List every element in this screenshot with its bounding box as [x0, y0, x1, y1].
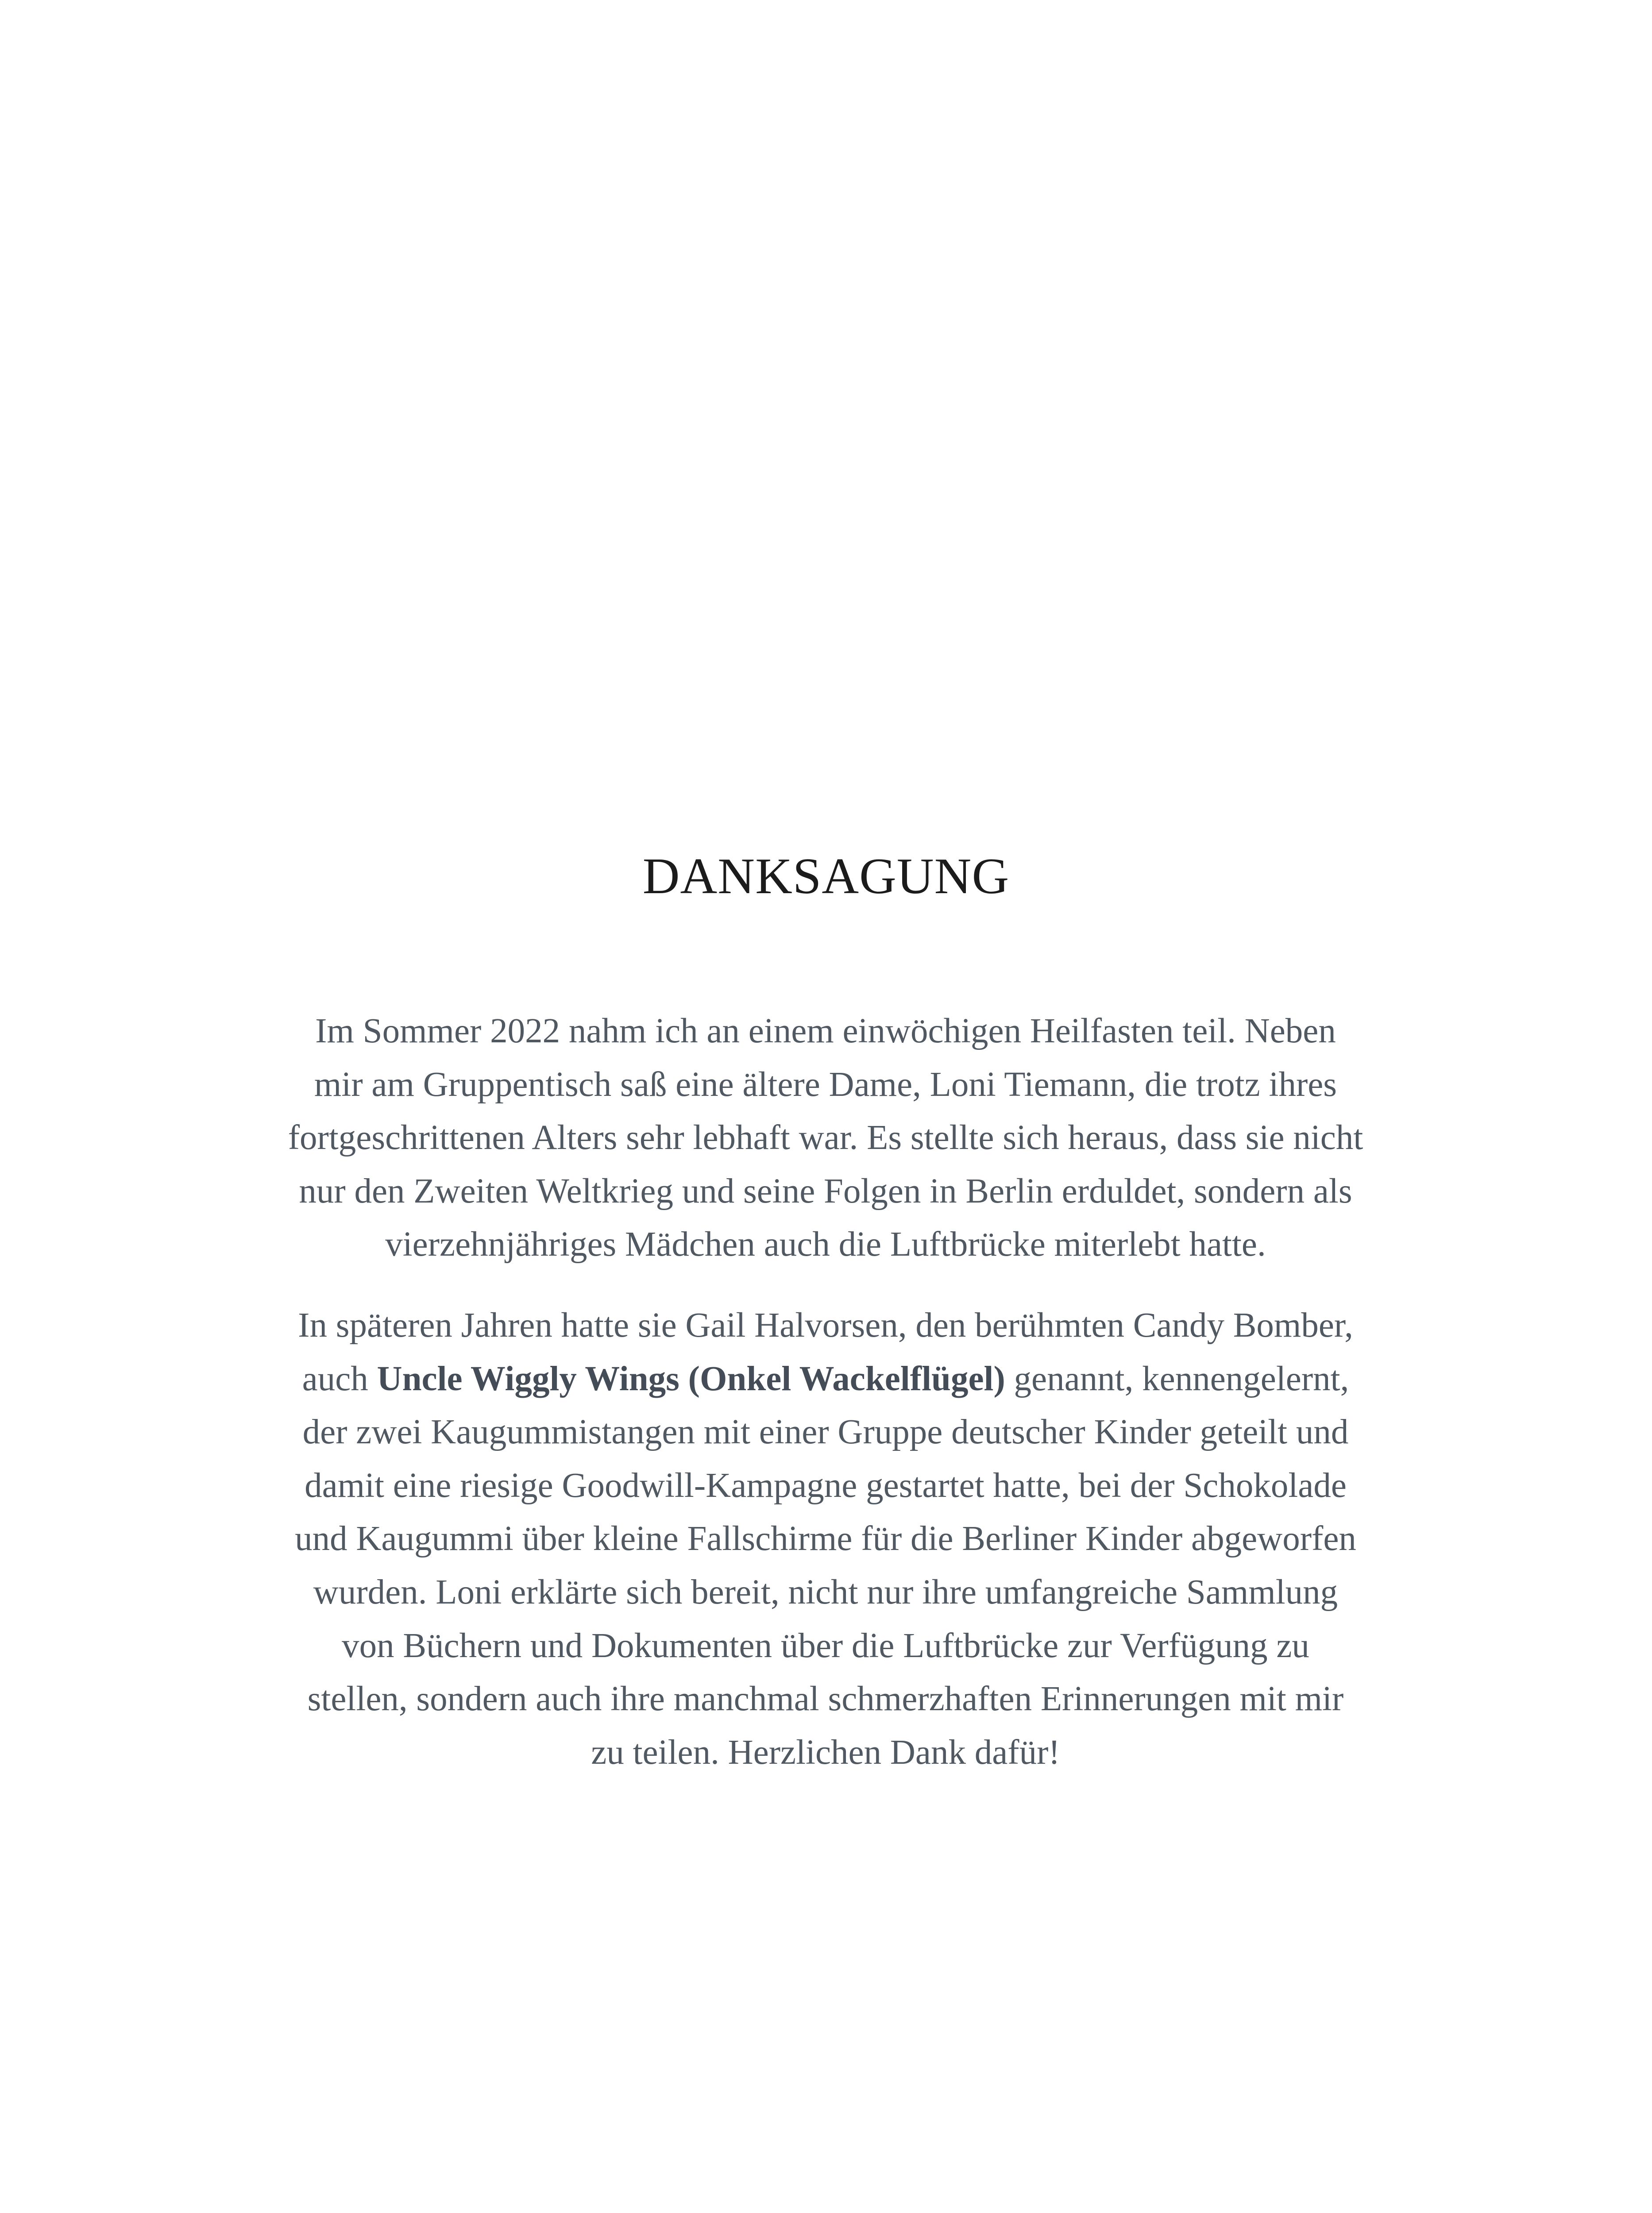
paragraph-line: vierzehnjähriges Mädchen auch die Luftbrücke miterlebt hatte.	[385, 1225, 1266, 1264]
paragraph-1	[186, 1005, 1465, 1272]
paragraph-line: In späteren Jahren hatte sie Gail Halvorsen, den berühmten Candy Bomber,	[298, 1306, 1353, 1345]
paragraph-line: von Büchern und Dokumenten über die Luftbrücke zur Verfügung zu	[342, 1626, 1309, 1665]
paragraph-line: der zwei Kaugummistangen mit einer Gruppe deutscher Kinder geteilt und	[302, 1413, 1349, 1452]
paragraph-line: mir am Gruppentisch saß eine ältere Dame, Loni Tiemann, die trotz ihres	[314, 1065, 1337, 1104]
paragraph-line: fortgeschrittenen Alters sehr lebhaft war. Es stellte sich heraus, dass sie nicht	[288, 1118, 1363, 1157]
paragraph-line: und Kaugummi über kleine Fallschirme für die Berliner Kinder abgeworfen	[295, 1519, 1356, 1558]
paragraph-line: damit eine riesige Goodwill-Kampagne gestartet hatte, bei der Schokolade	[305, 1466, 1347, 1505]
paragraph-line: Im Sommer 2022 nahm ich an einem einwöchigen Heilfasten teil. Neben	[315, 1012, 1336, 1050]
paragraph-2	[186, 1299, 1465, 1779]
text-run: auch	[302, 1359, 377, 1398]
paragraph-line: zu teilen. Herzlichen Dank dafür!	[591, 1733, 1060, 1772]
paragraph-line-with-emphasis	[186, 1353, 1465, 1406]
paragraph-line: nur den Zweiten Weltkrieg und seine Folgen in Berlin erduldet, sondern als	[299, 1172, 1352, 1211]
text-run: genannt, kennengelernt,	[1005, 1359, 1349, 1398]
paragraph-line: stellen, sondern auch ihre manchmal schmerzhaften Erinnerungen mit mir	[307, 1680, 1344, 1719]
page-title: DANKSAGUNG	[642, 848, 1010, 905]
paragraph-line: wurden. Loni erklärte sich bereit, nicht nur ihre umfangreiche Sammlung	[313, 1573, 1338, 1612]
bold-name: Uncle Wiggly Wings (Onkel Wackelflügel)	[377, 1359, 1005, 1398]
